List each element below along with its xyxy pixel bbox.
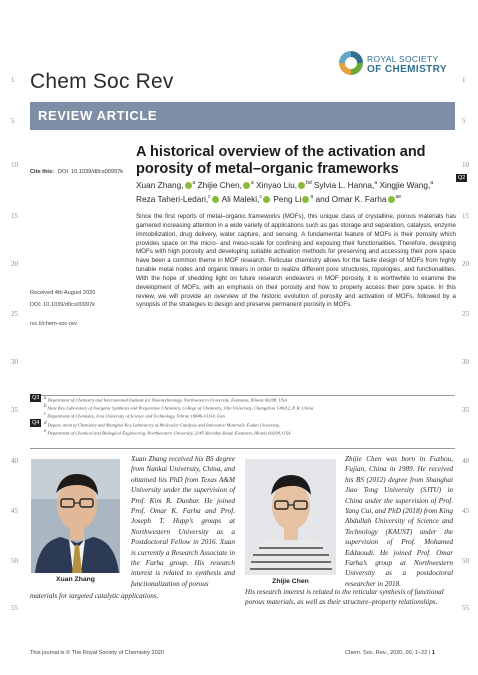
author-affiliation-sup: bd xyxy=(306,180,312,186)
line-number: 45 xyxy=(462,507,469,515)
bio-xuan-zhang-continued: materials for targeted catalytic applications. xyxy=(30,592,159,600)
photo-caption: Xuan Zhang xyxy=(56,576,95,583)
bio-zhijie-chen: Zhijie Chen was born in Fuzhou, Fujian, China in 1989. He received his BS (2012) degree from Shanghai Jiao Tong University (SJTU) in China under the supervision of Prof. Yang Cui, and PhD (2018) from King Abdullah University of Science and Technology (KAUST) under the supervision of Prof. Mohamed Eddaoudi. He joined Prof. Omar Farha’s group at Northwestern University as a postdoctoral researcher in 2018. xyxy=(345,455,453,588)
article-type-banner xyxy=(30,102,455,130)
orcid-icon[interactable] xyxy=(212,196,219,203)
author-name[interactable]: Zhijie Chen, xyxy=(197,179,242,190)
abstract: Since the first reports of metal–organic frameworks (MOFs), this unique class of crystalline, porous materials has garnered increasing attention in a wide variety of applications such as gas storage and separation, catalysis, enzyme immobilization, drug delivery, water capture, and sensing. A fundamental feature of MOFs is their porosity which provides space on the micro- and meso-scale for confining and exposing their functionalities. Therefore, designing MOFs with high porosity and developing suitable activation methods for preserving and accessing their pore space have been a common theme in MOF research. Reticular chemistry allows for the facile design of MOFs from highly tunable metal nodes and organic linkers in order to realize different pore structures, topologies, and functionalities. With the hope of shedding light on future research endeavors in MOF porosity, it is worthwhile to examine the development of MOFs, with an emphasis on their porosity and how to properly access their pore space. In this review, we will provide an overview of the historic evolution of porosity and activation of MOFs, followed by a synopsis of the strategies to design and preserve permanent porosity in MOFs. xyxy=(136,213,456,309)
author-line-2 xyxy=(136,191,436,205)
author-name[interactable]: Peng Li xyxy=(273,193,302,204)
author-affiliation-sup: a xyxy=(310,193,314,200)
line-number: 50 xyxy=(11,557,18,565)
author-affiliation-sup: a xyxy=(192,180,196,186)
cite-label: Cite this: xyxy=(30,169,54,175)
author-line-1 xyxy=(136,177,436,191)
line-number: 30 xyxy=(462,358,469,366)
author-name[interactable]: Reza Taheri-Ledari, xyxy=(136,193,209,204)
line-number: 50 xyxy=(462,557,469,565)
line-number: 20 xyxy=(462,260,469,268)
line-number: 15 xyxy=(11,212,18,220)
author-name[interactable]: Sylvia L. Hanna, xyxy=(313,179,375,190)
query-tag-q2[interactable]: Q2 xyxy=(458,175,466,181)
rsc-logo-icon xyxy=(337,49,365,77)
received-date: Received 4th August 2020 xyxy=(30,290,96,296)
footer-copyright: This journal is © The Royal Society of Chemistry 2020 xyxy=(30,650,164,656)
author-name[interactable]: Xingjie Wang, xyxy=(379,179,431,190)
orcid-icon[interactable] xyxy=(298,182,305,189)
publisher-line-2: OF CHEMISTRY xyxy=(367,64,447,75)
author-name[interactable]: Xinyao Liu, xyxy=(255,179,298,190)
author-affiliation-sup: ae xyxy=(395,193,402,200)
line-number: 1 xyxy=(462,76,466,84)
author-list xyxy=(136,177,436,205)
author-affiliation-sup: a xyxy=(374,180,378,186)
author-name[interactable]: Xuan Zhang, xyxy=(136,179,184,190)
query-tag-q4[interactable]: Q4 xyxy=(32,420,40,426)
author-affiliation-sup: a xyxy=(430,180,434,186)
orcid-icon[interactable] xyxy=(243,182,250,189)
affiliation: $^e$ Department of Chemical and Biological Engineering, Northwestern University, 2145 Sheridan Road, Evanston, Illinois 60208, USA xyxy=(44,429,291,436)
affiliation: $^a$ Department of Chemistry and International Institute for Nanotechnology, Northwestern University, Evanston, Illinois 60208, USA xyxy=(44,396,287,403)
rsc-logo xyxy=(337,49,467,81)
line-number: 45 xyxy=(11,507,18,515)
divider xyxy=(30,448,455,449)
journal-title: Chem Soc Rev xyxy=(30,70,174,93)
line-number: 35 xyxy=(462,406,469,414)
bio-zhijie-chen-continued: His research interest is related to the reticular synthesis of functional porous materials, as well as their structure–property relationships. xyxy=(245,588,444,607)
orcid-icon[interactable] xyxy=(185,182,192,189)
article-type-label: REVIEW ARTICLE xyxy=(38,108,158,123)
author-affiliation-sup: c xyxy=(259,193,262,200)
orcid-icon[interactable] xyxy=(388,196,395,203)
affiliation: $^b$ State Key Laboratory of Inorganic Synthesis and Preparative Chemistry, College of Chemistry, Jilin University, Changchun 130012, P. R. China xyxy=(44,404,314,411)
page-number: 1 xyxy=(431,650,435,656)
article-doi[interactable]: DOI: 10.1039/d0cs00997k xyxy=(30,302,95,308)
line-number: 40 xyxy=(462,457,469,465)
line-number: 5 xyxy=(462,117,466,125)
line-number: 20 xyxy=(11,260,18,268)
footer-citation xyxy=(345,650,435,656)
journal-link[interactable]: rsc.li/chem-soc-rev xyxy=(30,321,77,327)
line-number: 25 xyxy=(462,310,469,318)
query-tag-q3[interactable]: Q3 xyxy=(32,395,40,401)
line-number: 10 xyxy=(462,161,469,169)
bio-xuan-zhang: Xuan Zhang received his BS degree from Nankai University, China, and obtained his PhD from Texas A&M University under the supervision of Prof. Kim R. Dunbar. He joined Prof. Omar K. Farha and Prof. Joseph T. Hupp’s groups at Northwestern University as a Postdoctoral Fellow in 2016. Xuan is currently a Research Associate in the Farha group. His research interest is related to synthesis and functionalization of porous xyxy=(131,455,235,588)
author-photo-xuan-zhang xyxy=(31,459,120,573)
article-title: A historical overview of the activation and porosity of metal–organic frameworks xyxy=(136,144,426,177)
footer-citation-text: Chem. Soc. Rev., 2020, 00, 1–22 | xyxy=(345,650,432,656)
photo-caption: Zhijie Chen xyxy=(272,578,309,585)
line-number: 30 xyxy=(11,358,18,366)
line-number: 5 xyxy=(11,117,15,125)
orcid-icon[interactable] xyxy=(302,196,309,203)
affiliation: $^d$ Depart, ment of Chemistry and Shanghai Key Laboratory of Molecular Catalysis and Innovative Materials, Fudan University, xyxy=(44,421,280,428)
line-number: 40 xyxy=(11,457,18,465)
line-number: 55 xyxy=(11,604,18,612)
line-number: 1 xyxy=(11,76,15,84)
line-number: 15 xyxy=(462,212,469,220)
orcid-icon[interactable] xyxy=(263,196,270,203)
publisher-line-1: ROYAL SOCIETY xyxy=(367,54,439,64)
line-number: 25 xyxy=(11,310,18,318)
line-number: 10 xyxy=(11,161,18,169)
author-photo-zhijie-chen xyxy=(245,459,336,575)
author-name[interactable]: and Omar K. Farha xyxy=(315,193,387,204)
line-number: 35 xyxy=(11,406,18,414)
affiliation: $^c$ Department of Chemistry, Iran University of Science and Technology, Tehran 16846-13114, Iran xyxy=(44,412,225,419)
author-affiliation-sup: c xyxy=(208,193,211,200)
author-name[interactable]: Ali Maleki, xyxy=(221,193,260,204)
line-number: 55 xyxy=(462,604,469,612)
author-affiliation-sup: a xyxy=(250,180,254,186)
cite-doi[interactable]: DOI: 10.1039/d0cs00997k xyxy=(58,169,123,175)
